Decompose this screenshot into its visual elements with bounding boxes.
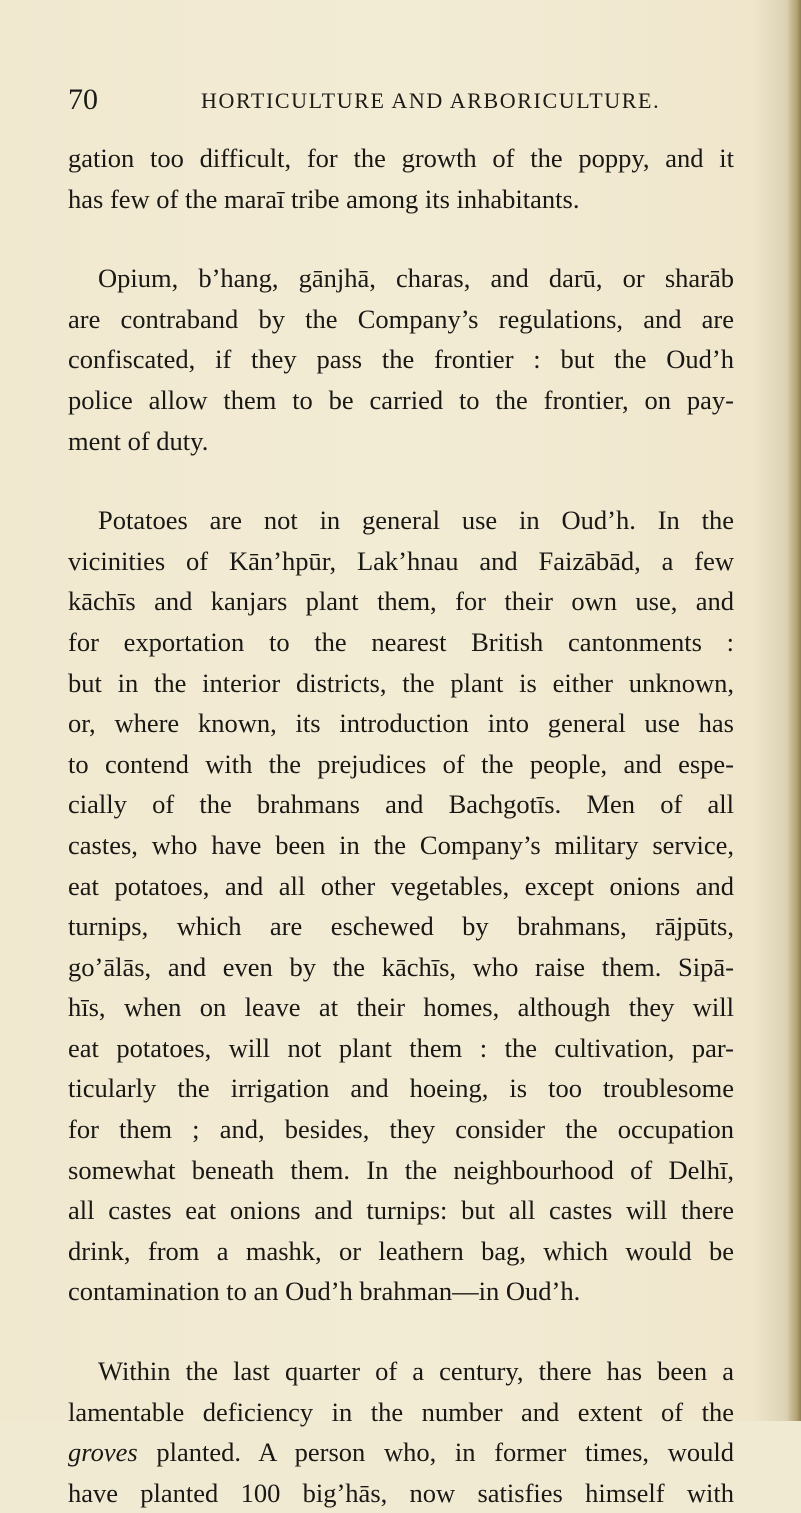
text-line: or, where known, its introduction into general use has — [68, 708, 734, 739]
text-line: gation too difficult, for the growth of the poppy, and it — [68, 143, 734, 173]
text-line: to contend with the prejudices of the people, and espe- — [68, 748, 734, 779]
text-line: cially of the brahmans and Bachgotīs. Men of all — [68, 789, 734, 820]
text-line: contamination to an Oud’h brahman—in Oud’h. — [68, 1276, 581, 1307]
text-line: turnips, which are eschewed by brahmans, rājpūts, — [68, 911, 734, 942]
text-line: drink, from a mashk, or leathern bag, which would be — [68, 1235, 734, 1266]
text-line: police allow them to be carried to the frontier, on pay- — [68, 384, 734, 415]
text-line: have planted 100 big’hās, now satisfies himself with — [68, 1477, 734, 1508]
page-number: 70 — [68, 83, 98, 116]
text-line: eat potatoes, and all other vegetables, except onions and — [68, 870, 734, 901]
text-line: for them ; and, besides, they consider the occupation — [68, 1114, 734, 1145]
text-line: but in the interior districts, the plant is either unknown, — [68, 667, 734, 698]
text-line: hīs, when on leave at their homes, although they will — [68, 992, 734, 1023]
text-line: eat potatoes, will not plant them : the cultivation, par- — [68, 1032, 734, 1063]
text-fragment: planted. A person who, in former times, would — [156, 1437, 735, 1468]
italic-word: groves — [68, 1437, 138, 1468]
text-line: has few of the maraī tribe among its inhabitants. — [68, 183, 580, 214]
paragraph-1 — [68, 138, 734, 219]
text-line: ticularly the irrigation and hoeing, is too troublesome — [68, 1073, 734, 1104]
text-line: are contraband by the Company’s regulations, and are — [68, 303, 734, 334]
text-line: lamentable deficiency in the number and extent of the — [68, 1396, 734, 1427]
running-head: HORTICULTURE AND ARBORICULTURE. — [201, 88, 661, 113]
page-header — [68, 82, 748, 122]
text-line: ment of duty. — [68, 425, 209, 456]
text-line — [68, 1432, 734, 1473]
page-edge-shadow — [787, 0, 801, 1421]
text-line: Within the last quarter of a century, there has been a — [98, 1356, 734, 1387]
text-line: Potatoes are not in general use in Oud’h. In the — [98, 505, 734, 536]
paragraph-3 — [68, 500, 734, 1312]
paragraph-4 — [68, 1351, 734, 1513]
text-line: somewhat beneath them. In the neighbourhood of Delhī, — [68, 1154, 734, 1185]
text-line: castes, who have been in the Company’s military service, — [68, 829, 734, 860]
text-line: go’ālās, and even by the kāchīs, who raise them. Sipā- — [68, 951, 734, 982]
text-line: all castes eat onions and turnips: but all castes will there — [68, 1195, 734, 1226]
text-line: kāchīs and kanjars plant them, for their own use, and — [68, 586, 734, 617]
page-body — [68, 138, 734, 1513]
paragraph-2 — [68, 258, 734, 461]
text-line: confiscated, if they pass the frontier : but the Oud’h — [68, 344, 734, 375]
text-line: for exportation to the nearest British cantonments : — [68, 626, 734, 657]
text-line: vicinities of Kān’hpūr, Lak’hnau and Faizābād, a few — [68, 545, 734, 576]
text-line: Opium, b’hang, gānjhā, charas, and darū, or sharāb — [98, 263, 734, 294]
